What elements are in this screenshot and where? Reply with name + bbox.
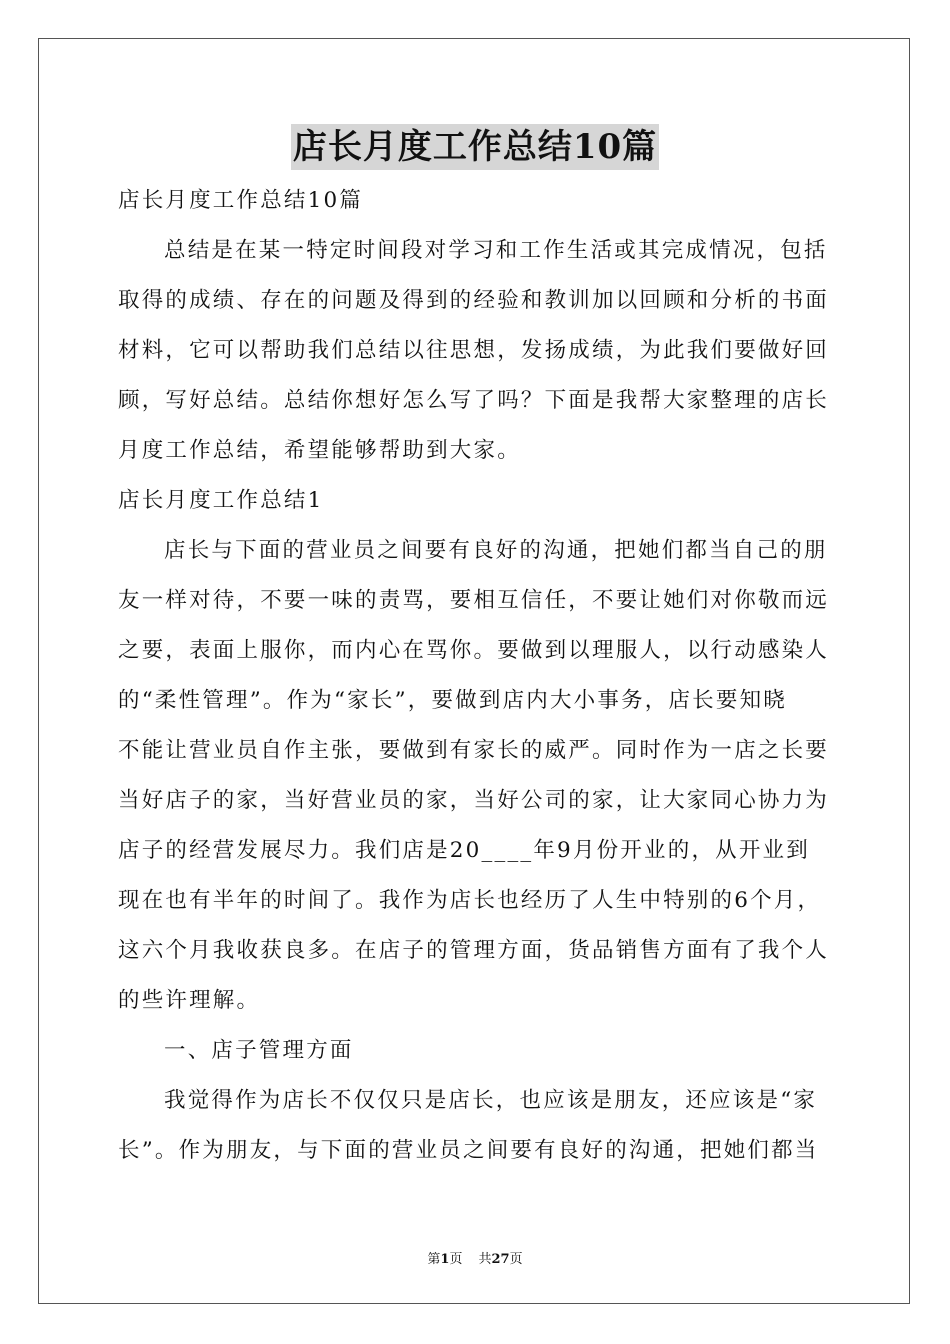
text-line: 月度工作总结，希望能够帮助到大家。	[118, 438, 521, 463]
text-line: 的“柔性管理”。作为“家长”，要做到店内大小事务，店长要知晓	[118, 688, 787, 713]
text-line: 友一样对待，不要一味的责骂，要相互信任，不要让她们对你敬而远	[118, 588, 830, 613]
page-footer	[0, 1248, 950, 1267]
text-line: 不能让营业员自作主张，要做到有家长的威严。同时作为一店之长要	[118, 738, 830, 763]
title-container	[0, 124, 950, 170]
text-line: 长”。作为朋友，与下面的营业员之间要有良好的沟通，把她们都当	[118, 1138, 819, 1163]
text-line: 一、店子管理方面	[164, 1038, 354, 1063]
text-line: 这六个月我收获良多。在店子的管理方面，货品销售方面有了我个人	[118, 938, 830, 963]
text-line: 之要，表面上服你，而内心在骂你。要做到以理服人，以行动感染人	[118, 638, 830, 663]
page-total-suffix: 页	[509, 1252, 523, 1267]
text-line: 店长月度工作总结1	[118, 488, 324, 513]
page-total: 27	[491, 1252, 510, 1267]
document-body	[118, 176, 834, 1176]
text-line: 店子的经营发展尽力。我们店是20____年9月份开业的，从开业到	[118, 838, 810, 863]
text-line: 现在也有半年的时间了。我作为店长也经历了人生中特别的6个月，	[118, 888, 822, 913]
page-number-suffix: 页	[449, 1252, 463, 1267]
text-line: 材料，它可以帮助我们总结以往思想，发扬成绩，为此我们要做好回	[118, 338, 830, 363]
text-line: 取得的成绩、存在的问题及得到的经验和教训加以回顾和分析的书面	[118, 288, 830, 313]
document-title: 店长月度工作总结10篇	[291, 124, 659, 170]
page-number-current: 1	[440, 1252, 450, 1267]
text-line: 的些许理解。	[118, 988, 261, 1013]
page-total-prefix: 共	[478, 1252, 492, 1267]
text-line: 店长与下面的营业员之间要有良好的沟通，把她们都当自己的朋	[164, 538, 828, 563]
text-line: 当好店子的家，当好营业员的家，当好公司的家，让大家同心协力为	[118, 788, 830, 813]
text-line: 总结是在某一特定时间段对学习和工作生活或其完成情况，包括	[164, 238, 828, 263]
text-line: 顾，写好总结。总结你想好怎么写了吗？下面是我帮大家整理的店长	[118, 388, 830, 413]
page-number-prefix: 第	[427, 1252, 441, 1267]
text-line: 我觉得作为店长不仅仅只是店长，也应该是朋友，还应该是“家	[164, 1088, 818, 1113]
text-line: 店长月度工作总结10篇	[118, 188, 364, 213]
